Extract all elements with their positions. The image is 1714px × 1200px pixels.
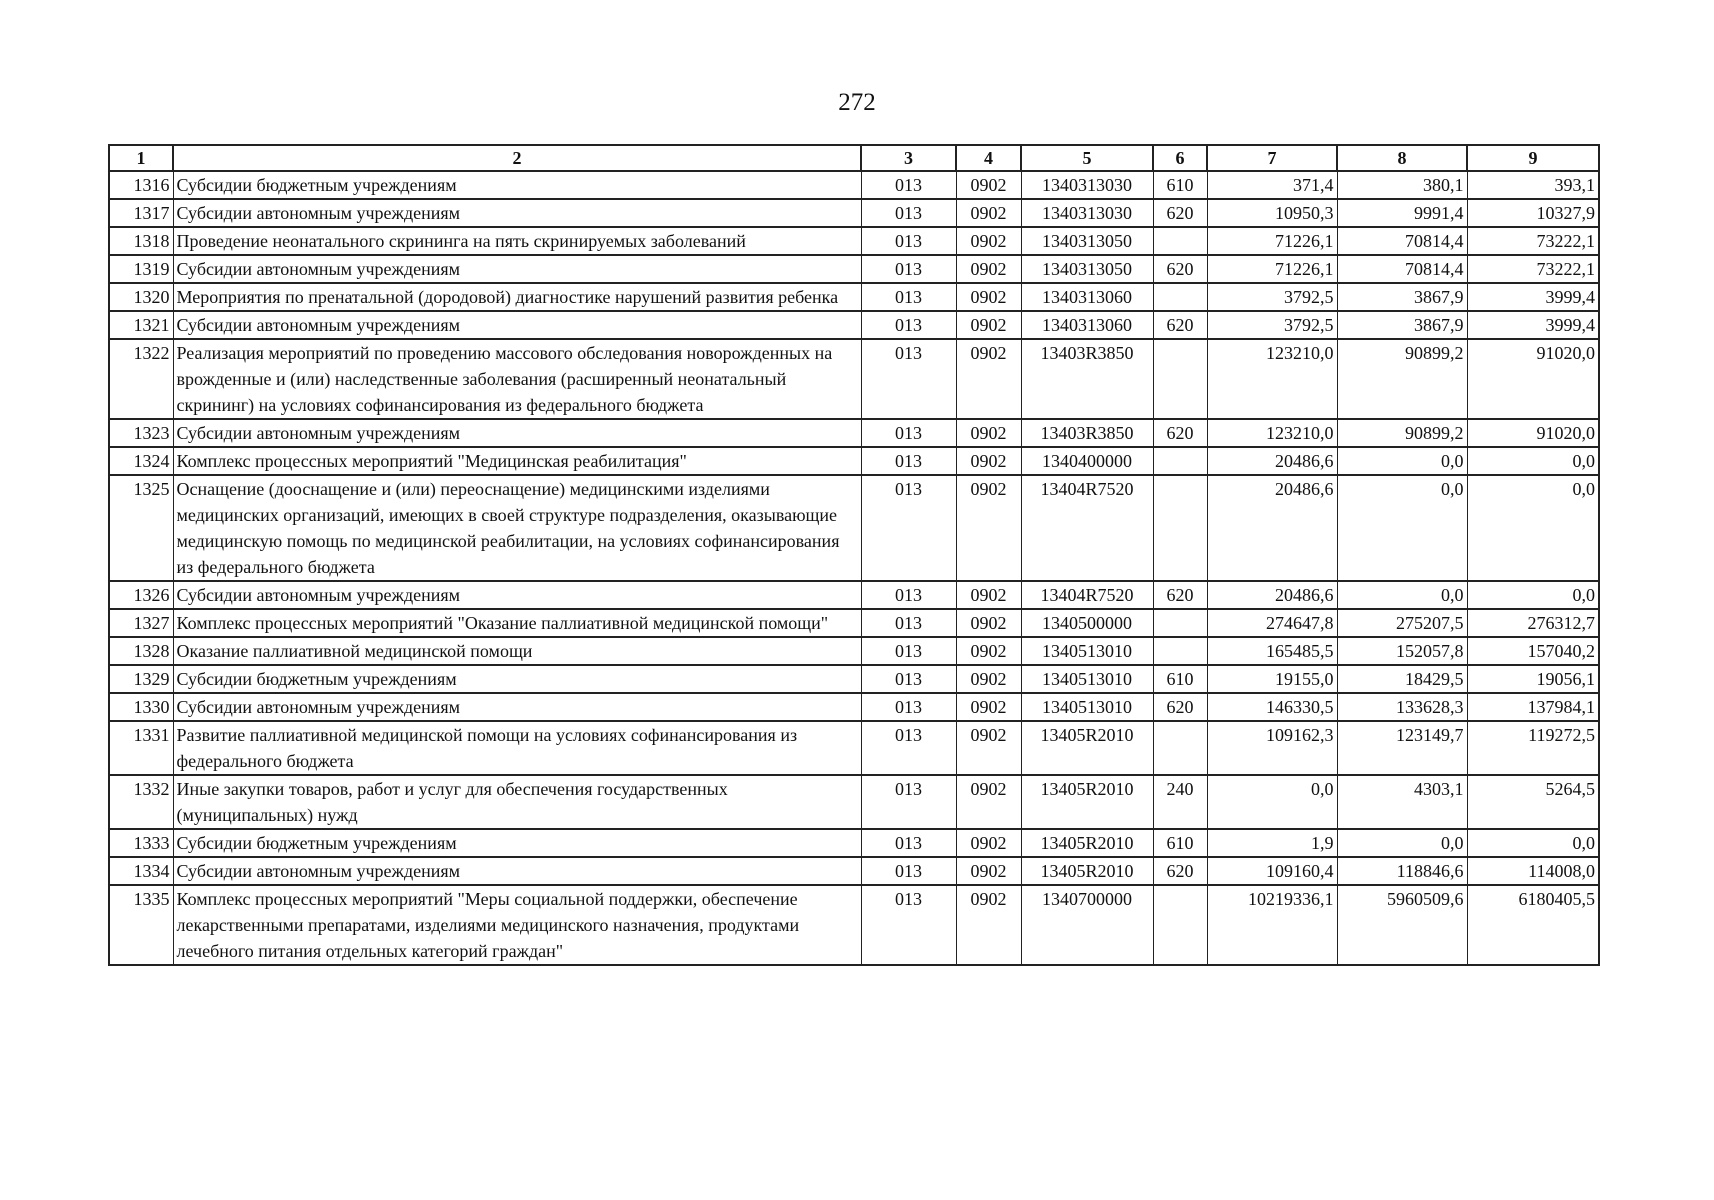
row-target-code: 13404R7520 <box>1021 581 1153 609</box>
row-amount-col8: 0,0 <box>1337 447 1467 475</box>
row-section-code: 0902 <box>956 199 1021 227</box>
row-target-code: 13404R7520 <box>1021 475 1153 581</box>
row-amount-col8: 70814,4 <box>1337 227 1467 255</box>
table-row <box>109 665 1599 693</box>
row-ministry-code: 013 <box>861 665 956 693</box>
row-number: 1328 <box>109 637 173 665</box>
row-name: Комплекс процессных мероприятий "Медицинская реабилитация" <box>173 447 861 475</box>
row-number: 1319 <box>109 255 173 283</box>
row-expense-type: 610 <box>1153 829 1207 857</box>
row-amount-col9: 6180405,5 <box>1467 885 1599 965</box>
table-body <box>109 171 1599 965</box>
row-amount-col7: 20486,6 <box>1207 475 1337 581</box>
row-ministry-code: 013 <box>861 475 956 581</box>
row-section-code: 0902 <box>956 609 1021 637</box>
table-row <box>109 339 1599 419</box>
row-amount-col7: 19155,0 <box>1207 665 1337 693</box>
page-number: 272 <box>838 89 876 116</box>
row-target-code: 1340313060 <box>1021 311 1153 339</box>
row-amount-col7: 109160,4 <box>1207 857 1337 885</box>
row-number: 1334 <box>109 857 173 885</box>
row-amount-col9: 393,1 <box>1467 171 1599 199</box>
row-name: Субсидии автономным учреждениям <box>173 693 861 721</box>
row-target-code: 1340313030 <box>1021 171 1153 199</box>
row-number: 1323 <box>109 419 173 447</box>
row-amount-col8: 118846,6 <box>1337 857 1467 885</box>
row-expense-type <box>1153 637 1207 665</box>
table-row <box>109 581 1599 609</box>
row-expense-type <box>1153 447 1207 475</box>
row-amount-col9: 0,0 <box>1467 581 1599 609</box>
header-col-6: 6 <box>1153 145 1207 171</box>
row-name: Субсидии автономным учреждениям <box>173 857 861 885</box>
row-amount-col8: 4303,1 <box>1337 775 1467 829</box>
header-col-1: 1 <box>109 145 173 171</box>
row-amount-col8: 0,0 <box>1337 829 1467 857</box>
row-ministry-code: 013 <box>861 829 956 857</box>
row-target-code: 1340313060 <box>1021 283 1153 311</box>
row-amount-col9: 3999,4 <box>1467 311 1599 339</box>
row-expense-type <box>1153 721 1207 775</box>
table-row <box>109 475 1599 581</box>
row-section-code: 0902 <box>956 311 1021 339</box>
row-ministry-code: 013 <box>861 857 956 885</box>
row-name: Субсидии автономным учреждениям <box>173 199 861 227</box>
table-row <box>109 885 1599 965</box>
row-amount-col7: 20486,6 <box>1207 447 1337 475</box>
row-ministry-code: 013 <box>861 447 956 475</box>
row-number: 1327 <box>109 609 173 637</box>
row-amount-col8: 70814,4 <box>1337 255 1467 283</box>
table-row <box>109 199 1599 227</box>
row-section-code: 0902 <box>956 693 1021 721</box>
row-expense-type: 610 <box>1153 665 1207 693</box>
row-amount-col7: 1,9 <box>1207 829 1337 857</box>
row-target-code: 1340313030 <box>1021 199 1153 227</box>
table-row <box>109 693 1599 721</box>
header-col-3: 3 <box>861 145 956 171</box>
row-section-code: 0902 <box>956 775 1021 829</box>
row-target-code: 1340513010 <box>1021 693 1153 721</box>
row-amount-col7: 71226,1 <box>1207 227 1337 255</box>
row-amount-col8: 133628,3 <box>1337 693 1467 721</box>
row-ministry-code: 013 <box>861 227 956 255</box>
row-name: Реализация мероприятий по проведению массового обследования новорожденных на врожденные и (или) наследственные заболевания (расширенный неонатальный скрининг) на условиях софинансирования из федерального бюджета <box>173 339 861 419</box>
row-number: 1332 <box>109 775 173 829</box>
row-amount-col8: 380,1 <box>1337 171 1467 199</box>
table-row <box>109 775 1599 829</box>
row-amount-col9: 91020,0 <box>1467 419 1599 447</box>
row-name: Субсидии автономным учреждениям <box>173 311 861 339</box>
row-amount-col7: 3792,5 <box>1207 311 1337 339</box>
row-amount-col8: 5960509,6 <box>1337 885 1467 965</box>
row-amount-col9: 0,0 <box>1467 447 1599 475</box>
row-section-code: 0902 <box>956 721 1021 775</box>
row-section-code: 0902 <box>956 581 1021 609</box>
row-amount-col8: 18429,5 <box>1337 665 1467 693</box>
row-expense-type <box>1153 885 1207 965</box>
row-ministry-code: 013 <box>861 419 956 447</box>
row-section-code: 0902 <box>956 475 1021 581</box>
row-amount-col9: 5264,5 <box>1467 775 1599 829</box>
row-amount-col7: 71226,1 <box>1207 255 1337 283</box>
row-amount-col9: 0,0 <box>1467 475 1599 581</box>
row-amount-col8: 0,0 <box>1337 475 1467 581</box>
row-expense-type <box>1153 339 1207 419</box>
row-ministry-code: 013 <box>861 885 956 965</box>
row-amount-col7: 371,4 <box>1207 171 1337 199</box>
row-target-code: 13405R2010 <box>1021 775 1153 829</box>
row-amount-col8: 9991,4 <box>1337 199 1467 227</box>
row-target-code: 1340500000 <box>1021 609 1153 637</box>
row-target-code: 1340313050 <box>1021 227 1153 255</box>
row-number: 1331 <box>109 721 173 775</box>
table-row <box>109 857 1599 885</box>
row-section-code: 0902 <box>956 283 1021 311</box>
row-amount-col9: 276312,7 <box>1467 609 1599 637</box>
header-col-9: 9 <box>1467 145 1599 171</box>
row-expense-type: 610 <box>1153 171 1207 199</box>
row-section-code: 0902 <box>956 885 1021 965</box>
row-name: Проведение неонатального скрининга на пять скринируемых заболеваний <box>173 227 861 255</box>
row-name: Субсидии бюджетным учреждениям <box>173 171 861 199</box>
row-ministry-code: 013 <box>861 721 956 775</box>
row-name: Мероприятия по пренатальной (дородовой) диагностике нарушений развития ребенка <box>173 283 861 311</box>
row-target-code: 13405R2010 <box>1021 721 1153 775</box>
row-section-code: 0902 <box>956 665 1021 693</box>
row-expense-type: 240 <box>1153 775 1207 829</box>
row-number: 1320 <box>109 283 173 311</box>
budget-table <box>108 144 1600 966</box>
row-expense-type: 620 <box>1153 581 1207 609</box>
row-number: 1318 <box>109 227 173 255</box>
row-number: 1321 <box>109 311 173 339</box>
row-name: Иные закупки товаров, работ и услуг для обеспечения государственных (муниципальных) нужд <box>173 775 861 829</box>
row-section-code: 0902 <box>956 171 1021 199</box>
row-amount-col9: 157040,2 <box>1467 637 1599 665</box>
row-section-code: 0902 <box>956 255 1021 283</box>
row-expense-type: 620 <box>1153 693 1207 721</box>
row-name: Развитие паллиативной медицинской помощи на условиях софинансирования из федерального бюджета <box>173 721 861 775</box>
row-ministry-code: 013 <box>861 339 956 419</box>
row-number: 1335 <box>109 885 173 965</box>
row-amount-col9: 114008,0 <box>1467 857 1599 885</box>
table-row <box>109 255 1599 283</box>
row-amount-col8: 3867,9 <box>1337 311 1467 339</box>
row-section-code: 0902 <box>956 829 1021 857</box>
row-name: Субсидии бюджетным учреждениям <box>173 829 861 857</box>
row-amount-col9: 73222,1 <box>1467 227 1599 255</box>
row-target-code: 1340400000 <box>1021 447 1153 475</box>
row-name: Субсидии бюджетным учреждениям <box>173 665 861 693</box>
table-row <box>109 721 1599 775</box>
row-section-code: 0902 <box>956 447 1021 475</box>
row-target-code: 1340513010 <box>1021 637 1153 665</box>
row-amount-col7: 20486,6 <box>1207 581 1337 609</box>
row-expense-type <box>1153 227 1207 255</box>
table-row <box>109 419 1599 447</box>
row-amount-col7: 146330,5 <box>1207 693 1337 721</box>
row-amount-col7: 123210,0 <box>1207 419 1337 447</box>
row-expense-type <box>1153 609 1207 637</box>
row-ministry-code: 013 <box>861 581 956 609</box>
row-name: Субсидии автономным учреждениям <box>173 581 861 609</box>
row-amount-col7: 165485,5 <box>1207 637 1337 665</box>
row-number: 1330 <box>109 693 173 721</box>
row-expense-type: 620 <box>1153 857 1207 885</box>
row-section-code: 0902 <box>956 227 1021 255</box>
row-section-code: 0902 <box>956 637 1021 665</box>
row-amount-col9: 19056,1 <box>1467 665 1599 693</box>
row-number: 1326 <box>109 581 173 609</box>
row-number: 1322 <box>109 339 173 419</box>
row-target-code: 13403R3850 <box>1021 419 1153 447</box>
row-amount-col7: 274647,8 <box>1207 609 1337 637</box>
row-expense-type: 620 <box>1153 255 1207 283</box>
row-number: 1324 <box>109 447 173 475</box>
row-ministry-code: 013 <box>861 199 956 227</box>
table-header <box>109 145 1599 171</box>
row-amount-col8: 0,0 <box>1337 581 1467 609</box>
row-amount-col7: 10219336,1 <box>1207 885 1337 965</box>
row-amount-col9: 10327,9 <box>1467 199 1599 227</box>
header-row <box>109 145 1599 171</box>
row-number: 1316 <box>109 171 173 199</box>
row-amount-col8: 123149,7 <box>1337 721 1467 775</box>
row-expense-type: 620 <box>1153 199 1207 227</box>
row-name: Субсидии автономным учреждениям <box>173 419 861 447</box>
row-expense-type <box>1153 283 1207 311</box>
table-row <box>109 283 1599 311</box>
row-amount-col7: 109162,3 <box>1207 721 1337 775</box>
row-ministry-code: 013 <box>861 609 956 637</box>
row-ministry-code: 013 <box>861 171 956 199</box>
row-amount-col8: 90899,2 <box>1337 339 1467 419</box>
row-name: Оказание паллиативной медицинской помощи <box>173 637 861 665</box>
table-row <box>109 637 1599 665</box>
row-name: Комплекс процессных мероприятий "Меры социальной поддержки, обеспечение лекарственными препаратами, изделиями медицинского назначения, продуктами лечебного питания отдельных категорий граждан" <box>173 885 861 965</box>
row-target-code: 13405R2010 <box>1021 857 1153 885</box>
row-amount-col7: 10950,3 <box>1207 199 1337 227</box>
row-target-code: 13403R3850 <box>1021 339 1153 419</box>
row-amount-col8: 90899,2 <box>1337 419 1467 447</box>
row-amount-col8: 152057,8 <box>1337 637 1467 665</box>
row-expense-type: 620 <box>1153 311 1207 339</box>
row-amount-col7: 0,0 <box>1207 775 1337 829</box>
row-name: Комплекс процессных мероприятий "Оказание паллиативной медицинской помощи" <box>173 609 861 637</box>
header-col-5: 5 <box>1021 145 1153 171</box>
header-col-8: 8 <box>1337 145 1467 171</box>
row-target-code: 1340313050 <box>1021 255 1153 283</box>
row-number: 1325 <box>109 475 173 581</box>
row-amount-col9: 137984,1 <box>1467 693 1599 721</box>
table-row <box>109 311 1599 339</box>
header-col-7: 7 <box>1207 145 1337 171</box>
row-expense-type: 620 <box>1153 419 1207 447</box>
row-ministry-code: 013 <box>861 775 956 829</box>
row-amount-col8: 3867,9 <box>1337 283 1467 311</box>
row-ministry-code: 013 <box>861 311 956 339</box>
row-number: 1329 <box>109 665 173 693</box>
row-section-code: 0902 <box>956 419 1021 447</box>
row-number: 1333 <box>109 829 173 857</box>
row-amount-col7: 123210,0 <box>1207 339 1337 419</box>
table-row <box>109 829 1599 857</box>
row-expense-type <box>1153 475 1207 581</box>
row-number: 1317 <box>109 199 173 227</box>
row-ministry-code: 013 <box>861 637 956 665</box>
row-ministry-code: 013 <box>861 283 956 311</box>
header-col-4: 4 <box>956 145 1021 171</box>
row-amount-col9: 119272,5 <box>1467 721 1599 775</box>
table-row <box>109 447 1599 475</box>
table-row <box>109 227 1599 255</box>
row-target-code: 1340513010 <box>1021 665 1153 693</box>
header-col-2: 2 <box>173 145 861 171</box>
row-amount-col9: 3999,4 <box>1467 283 1599 311</box>
row-target-code: 1340700000 <box>1021 885 1153 965</box>
row-amount-col7: 3792,5 <box>1207 283 1337 311</box>
row-target-code: 13405R2010 <box>1021 829 1153 857</box>
row-amount-col9: 73222,1 <box>1467 255 1599 283</box>
row-amount-col9: 91020,0 <box>1467 339 1599 419</box>
table-row <box>109 609 1599 637</box>
row-name: Оснащение (дооснащение и (или) переоснащение) медицинскими изделиями медицинских организаций, имеющих в своей структуре подразделения, оказывающие медицинскую помощь по медицинской реабилитации, на условиях софинансирования из федерального бюджета <box>173 475 861 581</box>
row-amount-col8: 275207,5 <box>1337 609 1467 637</box>
row-section-code: 0902 <box>956 339 1021 419</box>
table-row <box>109 171 1599 199</box>
row-ministry-code: 013 <box>861 255 956 283</box>
row-section-code: 0902 <box>956 857 1021 885</box>
row-name: Субсидии автономным учреждениям <box>173 255 861 283</box>
row-ministry-code: 013 <box>861 693 956 721</box>
row-amount-col9: 0,0 <box>1467 829 1599 857</box>
